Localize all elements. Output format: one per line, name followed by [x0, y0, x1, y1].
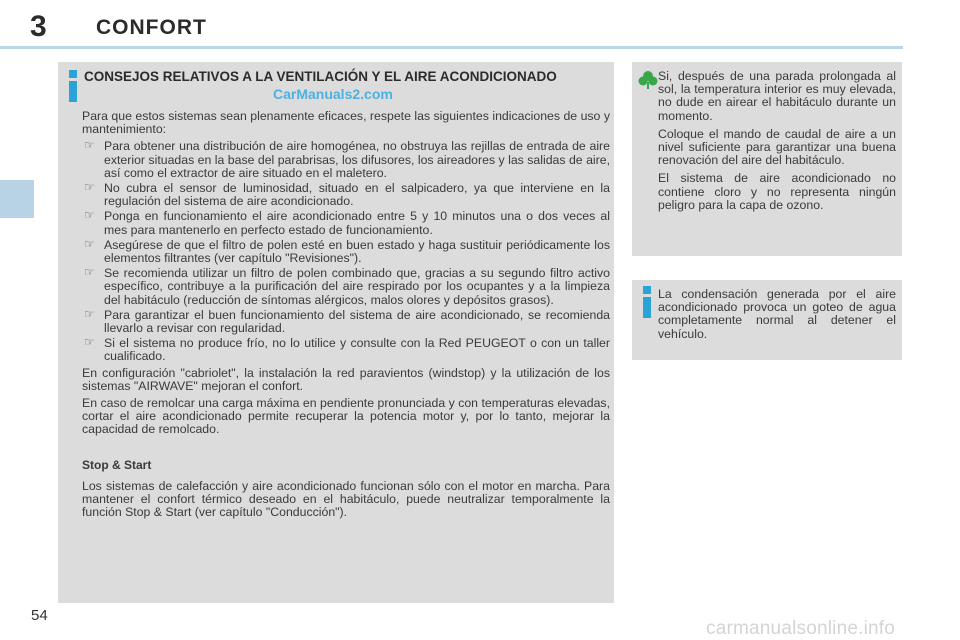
eco-tip-text: [658, 70, 896, 217]
chapter-number: 3: [30, 10, 47, 43]
chapter-side-tab: [0, 180, 34, 218]
eco-paragraph: Si, después de una parada prolongada al sol, la temperatura interior es muy elevada, no dude en airear el habitáculo durante un momento.: [658, 69, 896, 123]
info-icon: [640, 286, 654, 318]
advice-list: [82, 140, 610, 363]
eco-paragraph: El sistema de aire acondicionado no contiene cloro y no representa ningún peligro para la capa de ozono.: [658, 171, 896, 212]
list-item: ☞ No cubra el sensor de luminosidad, situado en el salpicadero, ya que interviene en la regulación del sistema de aire acondicionado.: [84, 180, 610, 209]
pointing-hand-icon: ☞: [84, 265, 95, 280]
info-icon: [66, 70, 80, 102]
main-advice-box: [58, 62, 614, 603]
intro-text: Para que estos sistemas sean plenamente eficaces, respete las siguientes indicaciones de uso y mantenimiento:: [82, 109, 610, 137]
condensation-text: [658, 288, 896, 346]
eco-tip-box: [632, 62, 902, 256]
box-title: CONSEJOS RELATIVOS A LA VENTILACIÓN Y EL AIRE ACONDICIONADO: [84, 69, 557, 84]
header-rule: [0, 46, 903, 49]
page-number: 54: [31, 607, 48, 624]
chapter-title: CONFORT: [96, 16, 207, 39]
stop-start-title: Stop & Start: [82, 457, 152, 472]
eco-paragraph: Coloque el mando de caudal de aire a un nivel suficiente para garantizar una buena renovación del aire del habitáculo.: [658, 126, 896, 168]
list-item: ☞ Para obtener una distribución de aire homogénea, no obstruya las rejillas de entrada de aire exterior situadas en la base del parabrisas, los difusores, los aireadores y las salidas de aire, así como el extractor de aire situado en el maletero.: [84, 138, 610, 180]
pointing-hand-icon: ☞: [84, 306, 95, 321]
pointing-hand-icon: ☞: [84, 208, 95, 223]
pointing-hand-icon: ☞: [84, 335, 95, 350]
pointing-hand-icon: ☞: [84, 236, 95, 251]
list-item: ☞ Para garantizar el buen funcionamiento del sistema de aire acondicionado, se recomienda llevarlo a revisar con regularidad.: [84, 306, 610, 336]
list-item: ☞ Se recomienda utilizar un filtro de polen combinado que, gracias a su segundo filtro activo específico, contribuye a la purificación del aire respirado por los ocupantes y a la limpieza del habitáculo (reducción de síntomas alérgicos, malos olores y depósitos grasos).: [84, 265, 610, 307]
stop-start-text: Los sistemas de calefacción y aire acondicionado funcionan sólo con el motor en marcha. Para mantener el confort térmico deseado en el habitáculo, puede neutralizar temporalmente la función Stop & Start (ver capítulo "Conducción").: [82, 478, 610, 520]
pointing-hand-icon: ☞: [84, 180, 95, 195]
condensation-info-box: [632, 280, 902, 360]
cabriolet-paragraph: En configuración "cabriolet", la instalación la red paravientos (windstop) y la utilización de los sistemas "AIRWAVE" mejoran el confort.: [82, 365, 610, 393]
condensation-paragraph: La condensación generada por el aire acondicionado provoca un goteo de agua completamente normal al detener el vehículo.: [658, 287, 896, 341]
site-watermark: CarManuals2.com: [273, 86, 393, 102]
towing-paragraph: En caso de remolcar una carga máxima en pendiente pronunciada y con temperaturas elevadas, cortar el aire acondicionado permite recuperar la potencia motor y, por lo tanto, mejorar la capacidad de remolcado.: [82, 396, 610, 437]
box-body: [82, 110, 610, 523]
list-item: ☞ Ponga en funcionamiento el aire acondicionado entre 5 y 10 minutos una o dos veces al mes para mantenerlo en perfecto estado de funcionamiento.: [84, 208, 610, 237]
list-item: ☞ Si el sistema no produce frío, no lo utilice y consulte con la Red PEUGEOT o con un taller cualificado.: [84, 335, 610, 364]
footer-watermark: carmanualsonline.info: [706, 618, 896, 639]
pointing-hand-icon: ☞: [84, 138, 95, 153]
list-item: ☞ Asegúrese de que el filtro de polen esté en buen estado y haga sustituir periódicamente los elementos filtrantes (ver capítulo "Revisiones").: [84, 236, 610, 266]
leaf-icon: [638, 70, 658, 90]
